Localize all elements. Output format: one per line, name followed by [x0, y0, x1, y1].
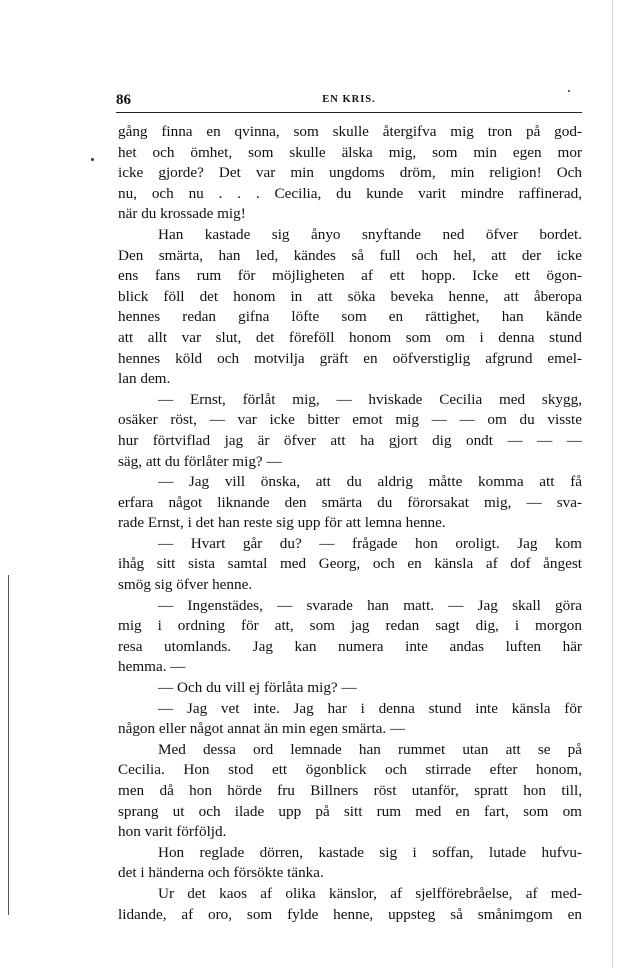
- text-line: men då hon hörde fru Billners röst utanför, spratt hon till,: [118, 782, 582, 799]
- text-line: smög sig öfver henne.: [118, 576, 253, 594]
- text-line: sprang ut och ilade upp på sitt rum med en fart, som om: [118, 802, 582, 820]
- text-line: erfara något liknande den smärta du förorsakat mig, — sva-: [118, 493, 582, 511]
- text-line: blick föll det honom in att söka beveka henne, att åberopa: [118, 287, 582, 305]
- body-text: [118, 122, 582, 925]
- text-line: hennes redan gifna löfte som en rättighet, han kände: [118, 308, 582, 326]
- text-line: — Jag vet inte. Jag har i denna stund inte känsla för: [158, 699, 582, 717]
- text-line: hemma. —: [118, 658, 186, 676]
- text-line: — Ernst, förlåt mig, — hviskade Cecilia med skygg,: [158, 390, 582, 408]
- text-line: lidande, af oro, som fylde henne, uppsteg så smånimgom en: [118, 905, 582, 923]
- page-header: [116, 92, 582, 113]
- text-line: säg, att du förlåter mig? —: [118, 452, 282, 470]
- text-line: Hon reglade dörren, kastade sig i soffan, lutade hufvu-: [158, 843, 582, 861]
- text-line: Ur det kaos af olika känslor, af sjelfförebråelse, af med-: [158, 884, 582, 902]
- running-title: EN KRIS.: [322, 94, 376, 105]
- text-line: ihåg sitt sista samtal med Georg, och en känsla af dof ångest: [118, 555, 582, 573]
- scan-edge-line-left: [8, 575, 9, 915]
- text-line: icke gjorde? Det var min ungdoms dröm, min religion! Och: [118, 164, 582, 182]
- text-line: Han kastade sig ånyo snyftande ned öfver bordet.: [158, 225, 582, 243]
- text-line: hur förtviflad jag är öfver att ha gjort dig ondt — — —: [118, 431, 582, 449]
- text-line: rade Ernst, i det han reste sig upp för att lemna henne.: [118, 514, 446, 532]
- page-number: 86: [116, 92, 131, 108]
- text-line: gång finna en qvinna, som skulle återgifva mig tron på god-: [118, 123, 582, 140]
- text-line: mig i ordning för att, som jag redan sagt dig, i morgon: [118, 617, 582, 635]
- text-line: het och ömhet, som skulle älska mig, som min egen mor: [118, 143, 582, 161]
- scan-speck-left: [91, 158, 94, 161]
- text-line: ens fans rum för möjligheten af ett hopp. Icke ett ögon-: [118, 267, 582, 285]
- text-line: osäker röst, — var icke bitter emot mig — — om du visste: [118, 411, 582, 429]
- text-line: det i händerna och försökte tänka.: [118, 864, 324, 882]
- text-line: hon varit förföljd.: [118, 823, 227, 841]
- text-line: Cecilia. Hon stod ett ögonblick och stirrade efter honom,: [118, 761, 582, 779]
- text-line: resa utomlands. Jag kan numera inte andas luften här: [118, 637, 582, 655]
- scan-edge-line-right: [612, 0, 613, 968]
- text-line: lan dem.: [118, 370, 171, 388]
- text-line: Den smärta, han led, kändes så full och hel, att der icke: [118, 246, 582, 264]
- text-line: Med dessa ord lemnade han rummet utan att se på: [158, 740, 582, 758]
- text-line: — Ingenstädes, — svarade han matt. — Jag skall göra: [158, 596, 582, 614]
- text-line: — Hvart går du? — frågade hon oroligt. Jag kom: [158, 534, 582, 552]
- text-line: någon eller något annat än min egen smärta. —: [118, 720, 406, 738]
- text-line: nu, och nu . . . Cecilia, du kunde varit mindre raffinerad,: [118, 184, 582, 202]
- text-line: — Jag vill önska, att du aldrig måtte komma att få: [158, 473, 582, 491]
- text-line: när du krossade mig!: [118, 205, 246, 223]
- text-line: hennes köld och motvilja gräft en oöfverstiglig afgrund emel-: [118, 349, 582, 367]
- text-line: att allt var slut, det föreföll honom som om i denna stund: [118, 328, 582, 346]
- text-line: — Och du vill ej förlåta mig? —: [158, 679, 357, 697]
